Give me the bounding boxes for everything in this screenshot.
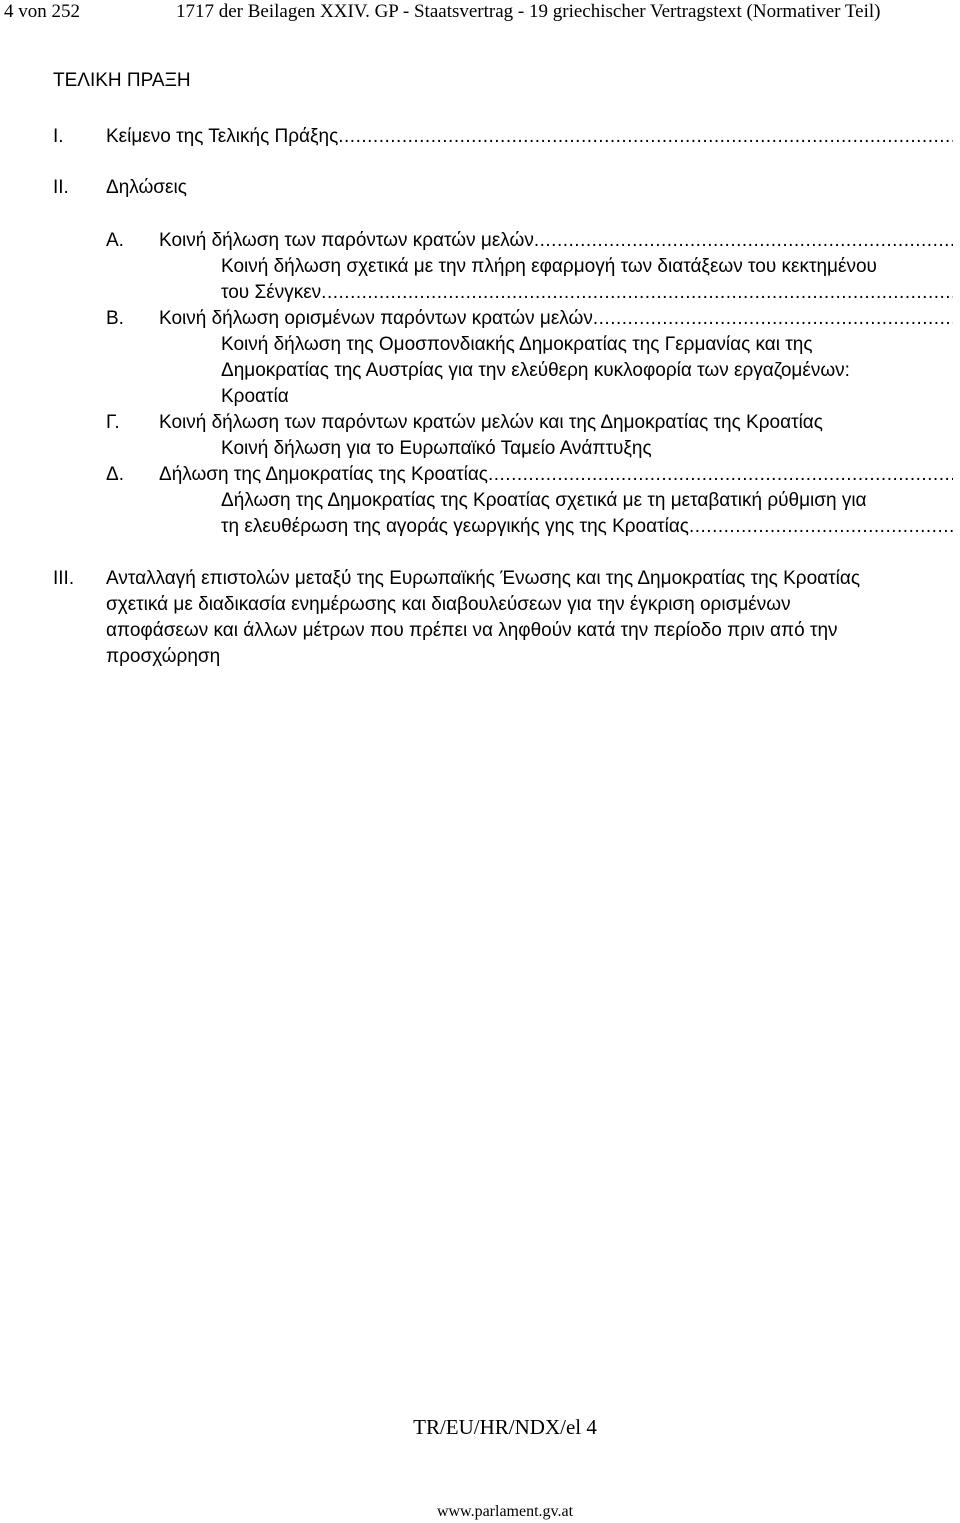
- document-title: ΤΕΛΙΚΗ ΠΡΑΞΗ: [53, 70, 191, 91]
- toc-entry-text: Δήλωση της Δημοκρατίας της Κροατίας σχετικά με τη μεταβατική ρύθμιση για: [221, 490, 867, 511]
- subsection-label: Γ.: [106, 412, 120, 433]
- section-number: II.: [53, 177, 69, 198]
- toc-entry: [106, 124, 953, 150]
- dot-leader: [689, 514, 953, 540]
- toc-entry-text: προσχώρηση: [106, 646, 221, 667]
- toc-entry-text: Κείμενο της Τελικής Πράξης: [106, 126, 339, 147]
- toc-entry: [159, 306, 953, 332]
- dot-leader: [534, 228, 953, 254]
- section-number: I.: [53, 126, 64, 147]
- subsection-label: Β.: [106, 308, 124, 329]
- toc-entry: [221, 280, 953, 306]
- toc-entry-text: Κοινή δήλωση της Ομοσπονδιακής Δημοκρατίας της Γερμανίας και της: [221, 334, 813, 355]
- toc-entry-text: Κοινή δήλωση για το Ευρωπαϊκό Ταμείο Ανάπτυξης: [221, 438, 652, 459]
- toc-entry-text: τη ελευθέρωση της αγοράς γεωργικής γης της Κροατίας: [221, 516, 689, 537]
- subsection-label: Α.: [106, 230, 124, 251]
- document-reference: TR/EU/HR/NDX/el 4: [413, 1415, 597, 1439]
- toc-entry-text: αποφάσεων και άλλων μέτρων που πρέπει να ληφθούν κατά την περίοδο πριν από την: [106, 620, 838, 641]
- toc-entry-text: Δήλωση της Δημοκρατίας της Κροατίας: [159, 464, 488, 485]
- toc-entry-text: Κοινή δήλωση των παρόντων κρατών μελών και της Δημοκρατίας της Κροατίας: [159, 412, 823, 433]
- toc-entry-text: Κοινή δήλωση σχετικά με την πλήρη εφαρμογή των διατάξεων του κεκτημένου: [221, 256, 877, 277]
- toc-entry-text: Κοινή δήλωση των παρόντων κρατών μελών: [159, 230, 534, 251]
- dot-leader: [488, 462, 953, 488]
- toc-entry-text: Κροατία: [221, 386, 289, 407]
- toc-entry: [159, 462, 953, 488]
- dot-leader: [593, 306, 953, 332]
- toc-entry-text: Κοινή δήλωση ορισμένων παρόντων κρατών μελών: [159, 308, 593, 329]
- toc-entry-text: Ανταλλαγή επιστολών μεταξύ της Ευρωπαϊκής Ένωσης και της Δημοκρατίας της Κροατίας: [106, 568, 860, 589]
- footer-url[interactable]: www.parlament.gv.at: [436, 1503, 574, 1520]
- dot-leader: [338, 124, 953, 150]
- toc-entry-text: του Σένγκεν: [221, 282, 322, 303]
- section-number: III.: [53, 568, 75, 589]
- header-title: 1717 der Beilagen XXIV. GP - Staatsvertrag - 19 griechischer Vertragstext (Normativer Teil): [176, 1, 881, 22]
- toc-entry-text: Δημοκρατίας της Αυστρίας για την ελεύθερη κυκλοφορία των εργαζομένων:: [221, 360, 850, 381]
- toc-entry: [221, 514, 953, 540]
- toc-entry: [159, 228, 953, 254]
- subsection-label: Δ.: [106, 464, 124, 485]
- dot-leader: [321, 280, 953, 306]
- section-heading: Δηλώσεις: [106, 177, 187, 198]
- page-number: 4 von 252: [4, 1, 80, 22]
- toc-entry-text: σχετικά με διαδικασία ενημέρωσης και διαβουλεύσεων για την έγκριση ορισμένων: [106, 594, 791, 615]
